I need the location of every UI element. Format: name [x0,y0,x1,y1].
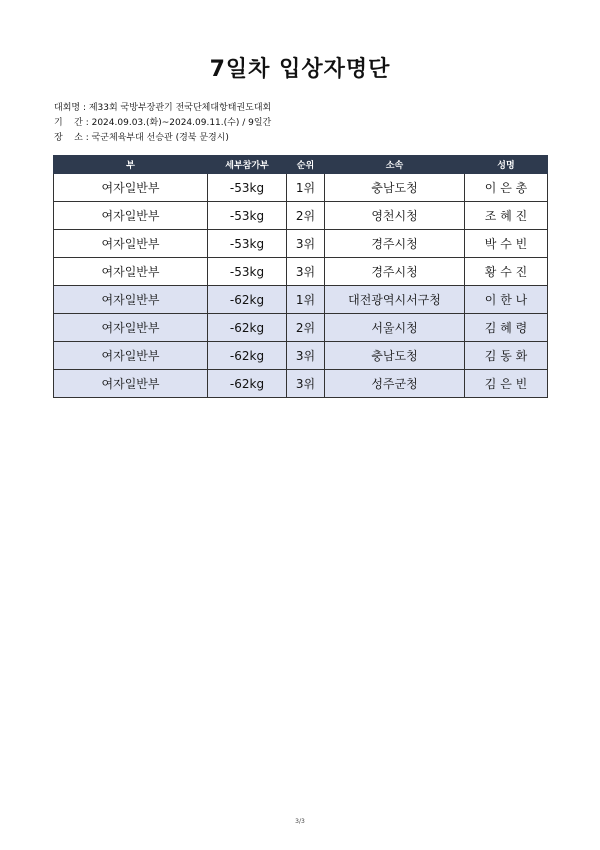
header-rank: 순위 [287,156,325,174]
table-row [54,230,548,258]
header-division: 부 [54,156,208,174]
cell-weight-class: -62kg [208,342,287,370]
cell-rank: 1위 [287,174,325,202]
page-number: 3/3 [295,818,305,825]
results-table [53,155,548,398]
cell-name: 황 수 진 [465,258,548,286]
table-row [54,174,548,202]
cell-weight-class: -62kg [208,370,287,398]
cell-rank: 2위 [287,314,325,342]
event-name-value: 제33회 국방부장관기 전국단체대항태권도대회 [88,103,272,113]
event-period-value: 2024.09.03.(화)~2024.09.11.(수) / 9일간 [91,118,272,128]
cell-weight-class: -62kg [208,286,287,314]
cell-weight-class: -62kg [208,314,287,342]
table-header-row [54,156,548,174]
event-period-row [54,116,271,131]
cell-division: 여자일반부 [54,230,208,258]
event-venue-label: 장 소 : [54,133,89,143]
cell-weight-class: -53kg [208,202,287,230]
table-row [54,314,548,342]
cell-affiliation: 충남도청 [325,174,465,202]
event-period-label: 기 간 : [54,118,89,128]
cell-rank: 3위 [287,258,325,286]
header-weight-class: 세부참가부 [208,156,287,174]
cell-rank: 1위 [287,286,325,314]
event-venue-value: 국군체육부대 선승관 (경북 문경시) [91,133,229,143]
cell-weight-class: -53kg [208,230,287,258]
header-affiliation: 소속 [325,156,465,174]
cell-name: 박 수 빈 [465,230,548,258]
cell-division: 여자일반부 [54,342,208,370]
cell-division: 여자일반부 [54,286,208,314]
cell-weight-class: -53kg [208,174,287,202]
cell-weight-class: -53kg [208,258,287,286]
header-name: 성명 [465,156,548,174]
cell-division: 여자일반부 [54,202,208,230]
cell-affiliation: 대전광역시서구청 [325,286,465,314]
cell-name: 김 은 빈 [465,370,548,398]
table-row [54,202,548,230]
event-name-row [54,101,271,116]
cell-rank: 3위 [287,370,325,398]
cell-rank: 3위 [287,342,325,370]
cell-division: 여자일반부 [54,258,208,286]
cell-affiliation: 충남도청 [325,342,465,370]
cell-name: 이 한 나 [465,286,548,314]
cell-affiliation: 서울시청 [325,314,465,342]
cell-name: 조 혜 진 [465,202,548,230]
cell-affiliation: 성주군청 [325,370,465,398]
cell-affiliation: 경주시청 [325,230,465,258]
cell-division: 여자일반부 [54,370,208,398]
cell-affiliation: 영천시청 [325,202,465,230]
table-row [54,370,548,398]
event-name-label: 대회명 : [54,103,86,113]
cell-name: 김 혜 령 [465,314,548,342]
page-title: 7일차 입상자명단 [209,57,391,82]
table-row [54,342,548,370]
event-info [54,101,271,146]
cell-rank: 3위 [287,230,325,258]
cell-name: 이 은 총 [465,174,548,202]
cell-division: 여자일반부 [54,174,208,202]
cell-affiliation: 경주시청 [325,258,465,286]
table-row [54,258,548,286]
cell-rank: 2위 [287,202,325,230]
cell-division: 여자일반부 [54,314,208,342]
cell-name: 김 동 화 [465,342,548,370]
table-row [54,286,548,314]
event-venue-row [54,131,271,146]
